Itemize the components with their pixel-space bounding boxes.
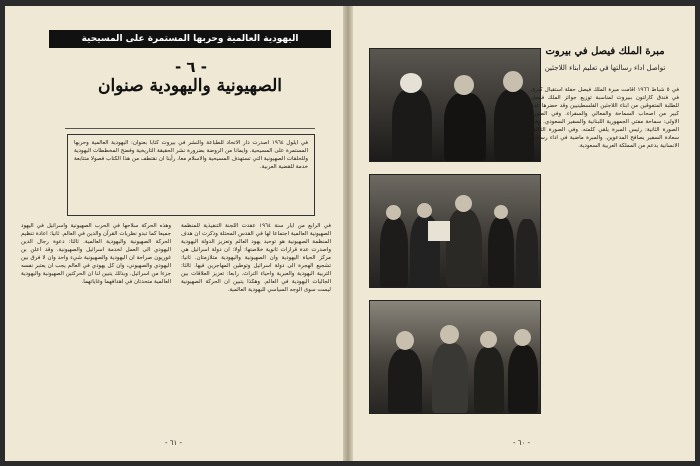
photo-reception xyxy=(369,48,541,162)
figure-head xyxy=(454,75,474,95)
left-page xyxy=(5,6,343,461)
right-page xyxy=(353,6,695,461)
figure xyxy=(380,217,408,287)
story-title: مبرة الملك فيصل في بيروت xyxy=(545,46,665,57)
series-number: - ٦ - xyxy=(174,58,208,76)
figure-head xyxy=(455,195,472,212)
figure xyxy=(446,209,482,287)
story-subtitle: تواصل اداء رسالتها في تعليم ابناء اللاجئين xyxy=(544,64,666,72)
figure-head xyxy=(417,203,432,218)
article-column-left: وهذه الحركة سلاحها في الحرب الصهيونية واسرائيل في اليهود جميعا كما تبدو نظريات القرآن والدين في العالم. ثانيا: اعادة تنظيم الحركة الصهيونية واليهودية العالمية. ثالثا: دعوة رجال الدين اليهودي الى العمل لخدمة اسرائيل والصهيونية. وقد اعلن بن غوريون صراحة ان اليهودية والصهيونية شيء واحد وان لا فرق بين اليهودي والصهيوني، وان كل يهودي في العالم يجب ان يعتبر نفسه جزءا من اسرائيل. وبذلك يتبين لنا ان الحركتين الصهيونية واليهودية العالمية متحدتان في اهدافهما وغاياتهما. xyxy=(21,223,171,285)
photo-speech xyxy=(369,174,541,288)
speech-paper xyxy=(428,221,450,241)
figure-head xyxy=(503,71,523,92)
figure xyxy=(392,89,432,161)
figure-head xyxy=(386,205,401,220)
article-column-right: في الرابع من ايار سنة ١٩٦٤ عقدت اللجنة التنفيذية للمنظمة الصهيونية العالمية اجتماعا لها في القدس المحتلة وذكرت ان هدف المنظمة الصهيونية هو توحيد يهود العالم وتعزيز الدولة اليهودية واصدرت عدة قرارات ثانوية خلاصتها: أولا: ان دولة اسرائيل هي مركز الحياة اليهودية وان الصهيونية واليهودية متلازمتان. ثانيا: تشجيع الهجرة الى دولة اسرائيل وتوطين المهاجرين فيها. ثالثا: التربية اليهودية والعبرية واحياء التراث. رابعا: تعزيز العلاقات بين الجاليات اليهودية في العالم. وهكذا يتبين ان الحركة الصهيونية ليست سوى الوجه السياسي لليهودية العالمية. xyxy=(181,223,331,293)
page-gutter xyxy=(343,6,353,461)
figure xyxy=(432,343,468,413)
figure-head xyxy=(440,325,459,344)
figure-head xyxy=(494,205,508,219)
figure-head xyxy=(396,331,414,350)
page-number-right: - ٦٠ - xyxy=(513,439,531,447)
article-title: الصهيونية واليهودية صنوان xyxy=(97,76,283,96)
intro-text: في ايلول ١٩٦٤ اصدرت دار الاتحاد للطباعة والنشر في بيروت كتابا بعنوان: اليهودية العالمية وحربها المستمرة على المسيحية. وايمانا من الروضة بضرورة نشر الحقيقة التاريخية وفضح المخططات اليهودية وللحلقات الصهيونية التي تستهدف المسيحية والاسلام معا، رأينا ان نقتطف من هذا الكتاب فصولا متتابعة خدمة للقضية العربية. xyxy=(74,140,308,170)
intro-box xyxy=(67,134,315,216)
figure xyxy=(488,217,514,287)
figure xyxy=(474,347,504,413)
figure xyxy=(444,93,486,161)
figure xyxy=(388,349,422,413)
figure-head xyxy=(480,331,497,348)
series-banner: اليهودية العالمية وحربها المستمرة على المسيحية xyxy=(49,30,331,48)
photo-handshake xyxy=(369,300,541,414)
figure-head xyxy=(400,73,422,93)
figure-head xyxy=(514,329,531,346)
page-number-left: - ٦١ - xyxy=(165,439,183,447)
title-rule xyxy=(65,128,315,129)
figure xyxy=(494,89,534,161)
story-column: في ٥ شباط ١٩٦٦ اقامت مبرة الملك فيصل حفلة استقبال كبرى في فندق كارلتون ببيروت لمناسبة توزيع جوائز الملك فيصل للطلبة المتفوقين من ابناء اللاجئين الفلسطينيين وقد حضرها عدد كبير من اصحاب السماحة والمعالي والسفراء. وفي الصورة الاولى: سماحة مفتي الجمهورية اللبنانية والسفير السعودي. وفي الصورة الثانية: رئيس المبرة يلقي كلمته. وفي الصورة الثالثة: سعادة السفير يصافح المدعوين. والمبرة ماضية في اداء رسالتها الانسانية بدعم من المملكة العربية السعودية. xyxy=(531,87,679,149)
